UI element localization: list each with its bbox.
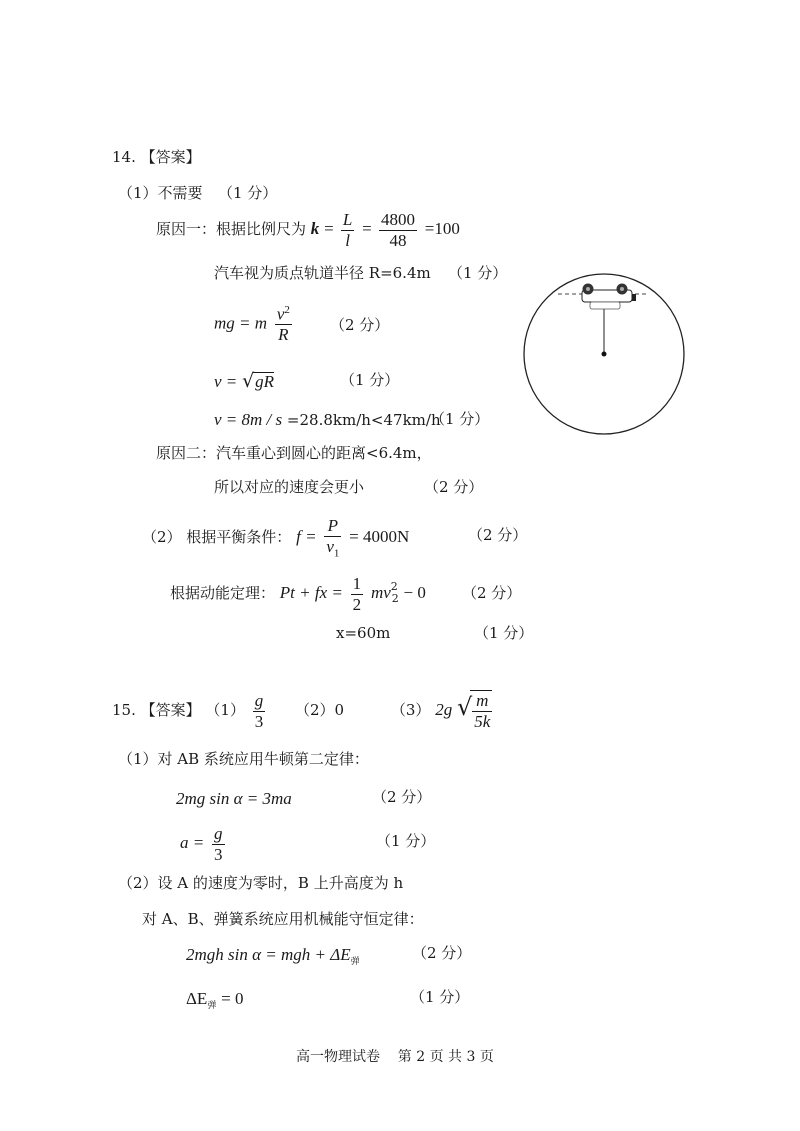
kinetic-score: （2 分） bbox=[462, 584, 522, 602]
q15-eq4: $\Delta E_弹 = 0$ bbox=[186, 989, 244, 1011]
q14-part1-score: （1 分） bbox=[218, 184, 278, 202]
scale-result: =100 bbox=[424, 219, 460, 239]
car-icon bbox=[582, 284, 636, 310]
page-footer: 高一物理试卷 第 2 页 共 3 页 bbox=[296, 1049, 494, 1065]
q14-part1-label: （1）不需要 bbox=[118, 184, 203, 202]
kinetic-equation: 根据动能定理： Pt + fx = $\frac{1}{2}$ $mv^2_2 - 0$ bbox=[170, 574, 426, 614]
q14-header: 14. 【答案】 bbox=[112, 148, 201, 166]
radius-line: 汽车视为质点轨道半径 R=6.4m bbox=[214, 264, 431, 282]
q15-eq4-score: （1 分） bbox=[410, 988, 470, 1006]
q14-part2: （2） 根据平衡条件： f = $\frac{P}{v_1}$ = 4000N bbox=[142, 516, 410, 559]
q15-eq2-score: （1 分） bbox=[376, 832, 436, 850]
loop-track-diagram bbox=[520, 268, 690, 438]
eq-mg-score: （2 分） bbox=[330, 316, 390, 334]
q15-eq3-score: （2 分） bbox=[412, 944, 472, 962]
k-ratio-fraction: $\frac{L}{l}$ bbox=[342, 210, 353, 250]
q15-eq1-score: （2 分） bbox=[372, 788, 432, 806]
q14-part2-score: （2 分） bbox=[468, 526, 528, 544]
center-point bbox=[602, 352, 607, 357]
x-result: x=60m bbox=[336, 624, 391, 642]
q15-part2-text: （2）设 A 的速度为零时，B 上升高度为 h bbox=[118, 874, 404, 892]
eq-v-value: v = 8m / s =28.8km/h<47km/h bbox=[214, 410, 441, 429]
x-result-score: （1 分） bbox=[474, 624, 534, 642]
scale-fraction: $\frac{4800}{48}$ bbox=[381, 210, 416, 250]
reason2-line1: 原因二：汽车重心到圆心的距离<6.4m， bbox=[156, 444, 432, 462]
eq-mg: mg = m $\frac{v^2}{R}$ bbox=[214, 304, 290, 345]
q15-eq1: 2mg sin α = 3ma bbox=[176, 789, 292, 808]
eq-v-sqrt-score: （1 分） bbox=[340, 371, 400, 389]
radius-line-score: （1 分） bbox=[448, 264, 508, 282]
reason2-line2: 所以对应的速度会更小 bbox=[214, 478, 365, 496]
reason2-score: （2 分） bbox=[424, 478, 484, 496]
q14-reason1: 原因一：根据比例尺为 k = $\frac{L}{l}$ = $\frac{4800}{48}$ =100 bbox=[156, 210, 460, 250]
q15-part1-text: （1）对 AB 系统应用牛顿第二定律： bbox=[118, 750, 369, 768]
reason1-label: 原因一：根据比例尺为 bbox=[156, 220, 307, 239]
eq-v-sqrt: v = √gR bbox=[214, 370, 275, 392]
eq-v-value-score: （1 分） bbox=[430, 410, 490, 428]
q15-part2-sub: 对 A、B、弹簧系统应用机械能守恒定律： bbox=[142, 910, 424, 928]
q15-eq3: 2mgh sin α = mgh + $\Delta E_弹$ bbox=[186, 945, 360, 967]
q15-header-line: 15. 【答案】 （1） $\frac{g}{3}$ （2）0 （3） 2g √ $\frac{m}{5k}$ bbox=[112, 691, 491, 731]
q15-eq2: a = $\frac{g}{3}$ bbox=[180, 824, 223, 864]
